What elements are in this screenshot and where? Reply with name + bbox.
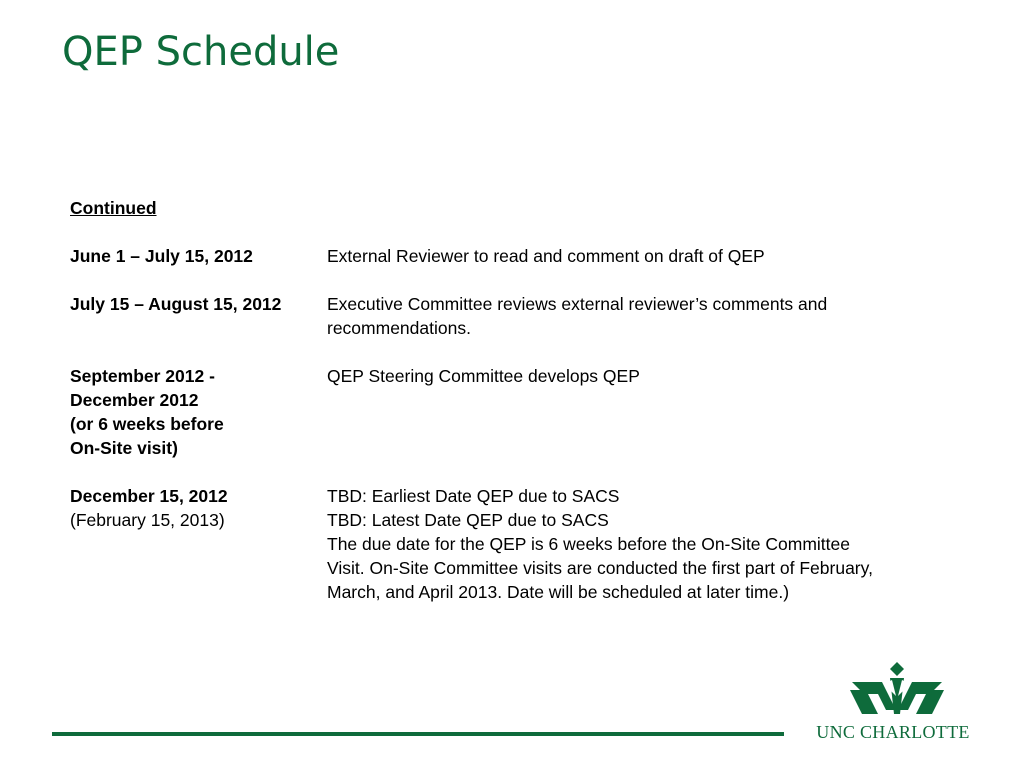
schedule-description: [327, 244, 970, 268]
schedule-row: [70, 292, 970, 340]
description-line: External Reviewer to read and comment on draft of QEP: [327, 246, 765, 266]
date-line: December 15, 2012: [70, 486, 228, 506]
schedule-date: [70, 484, 327, 604]
description-line: TBD: Latest Date QEP due to SACS: [327, 510, 609, 530]
description-line: recommendations.: [327, 318, 471, 338]
date-line: On-Site visit): [70, 438, 178, 458]
date-line: (or 6 weeks before: [70, 414, 224, 434]
schedule-row: [70, 244, 970, 268]
schedule-row: [70, 484, 970, 604]
description-line: TBD: Earliest Date QEP due to SACS: [327, 486, 620, 506]
schedule-description: [327, 292, 970, 340]
date-line: December 2012: [70, 390, 199, 410]
page-title: QEP Schedule: [62, 29, 340, 75]
footer-divider: [52, 732, 784, 736]
description-line: The due date for the QEP is 6 weeks before the On-Site Committee: [327, 534, 851, 554]
description-line: March, and April 2013. Date will be scheduled at later time.): [327, 582, 790, 602]
date-line: (February 15, 2013): [70, 510, 225, 530]
schedule-description: [327, 364, 970, 460]
schedule-date: [70, 292, 327, 340]
schedule-content: [70, 196, 970, 628]
schedule-description: [327, 484, 970, 604]
unc-charlotte-logo: [800, 660, 990, 750]
date-line: September 2012 -: [70, 366, 215, 386]
description-line: Visit. On-Site Committee visits are conducted the first part of February,: [327, 558, 873, 578]
description-line: QEP Steering Committee develops QEP: [327, 366, 640, 386]
schedule-row: [70, 364, 970, 460]
crown-crest-icon: [800, 660, 990, 722]
schedule-date: [70, 364, 327, 460]
date-line: July 15 – August 15, 2012: [70, 294, 282, 314]
description-line: Executive Committee reviews external reviewer’s comments and: [327, 294, 828, 314]
schedule-date: [70, 244, 327, 268]
date-line: June 1 – July 15, 2012: [70, 246, 253, 266]
schedule-heading: Continued: [70, 198, 157, 218]
logo-wordmark: UNC CHARLOTTE: [816, 722, 970, 742]
